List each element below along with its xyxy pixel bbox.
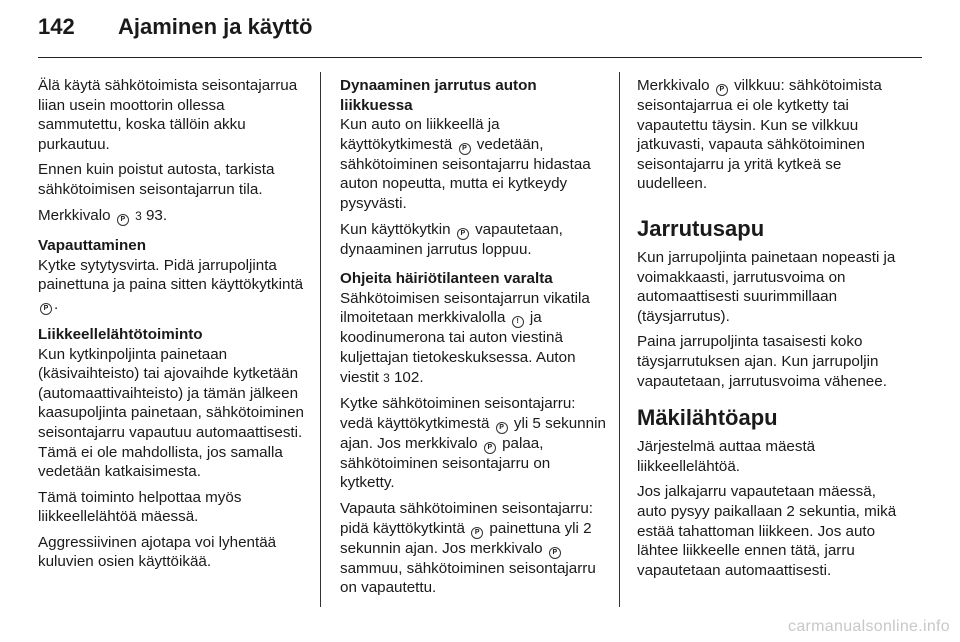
paragraph: Ennen kuin poistut autosta, tarkista sähkötoimisen seisontajarrun tila. xyxy=(38,161,275,198)
paragraph xyxy=(340,289,606,388)
paragraph xyxy=(340,394,606,493)
parking-brake-icon: P xyxy=(471,527,483,539)
paragraph-text: Merkkivalo xyxy=(637,77,710,94)
parking-brake-icon: P xyxy=(40,303,52,315)
fault-warning-icon: ! xyxy=(512,316,524,328)
paragraph xyxy=(637,76,903,194)
paragraph-text: sammuu, sähkötoiminen seisontajarru on vapautettu. xyxy=(340,559,596,597)
paragraph xyxy=(340,115,606,213)
page-reference[interactable]: 102. xyxy=(393,368,424,386)
column-1 xyxy=(38,76,310,578)
parking-brake-icon: P xyxy=(459,143,471,155)
paragraph: Paina jarrupoljinta tasaisesti koko täysjarrutuksen ajan. Kun jarrupoljin vapautetaan, jarrutusvoima vähenee. xyxy=(637,333,887,390)
paragraph-text: ja koodinumerona tai auton viestinä kuljettajan tietokeskuksessa. Auton viestit xyxy=(340,309,576,386)
page-header xyxy=(38,14,312,48)
column-divider xyxy=(619,72,620,607)
paragraph-text: Kun auto on liikkeellä ja käyttökytkimestä xyxy=(340,116,500,153)
paragraph: Jos jalkajarru vapautetaan mäessä, auto pysyy paikallaan 2 sekuntia, mikä estää tahattoman liikkeen. Jos auto lähtee liikkeelle ennen tätä, jarru vapautetaan automaattisesti. xyxy=(637,483,897,579)
paragraph: Tämä toiminto helpottaa myös liikkeellelähtöä mäessä. xyxy=(38,488,242,526)
paragraph: Kun kytkinpoljinta painetaan (käsivaihteisto) tai ajovaihde kytketään (automaattivaihteisto) ja tämän jälkeen kaasupoljinta painetaan, sähkötoiminen seisontajarru vapautuu automaattisesti. Tämä ei ole mahdollista, jos samalla vedetään katkaisimesta. xyxy=(38,345,304,481)
parking-brake-icon: P xyxy=(496,422,508,434)
paragraph-text: palaa, sähkötoiminen seisontajarru on kytketty. xyxy=(340,434,551,492)
page-number: 142 xyxy=(38,14,75,39)
page-reference[interactable]: 93. xyxy=(145,206,168,224)
paragraph-text: vilkkuu: sähkötoimista seisontajarrua ei ole kytketty tai vapautettu täysin. Kun se vilkkuu jatkuvasti, vapauta sähkötoiminen seisontajarru ja yritä kytkeä se uudelleen. xyxy=(637,77,882,193)
header-rule xyxy=(38,57,922,58)
paragraph xyxy=(38,206,310,227)
paragraph-text: Kytke sähkötoiminen seisontajarru: vedä käyttökytkimestä xyxy=(340,395,576,432)
subheading-ohjeita: Ohjeita häiriötilanteen varalta xyxy=(340,270,553,288)
section-heading-makilahtoapu: Mäkilähtöapu xyxy=(637,405,778,431)
paragraph-text: Sähkötoimisen seisontajarrun vikatila ilmoitetaan merkkivalolla xyxy=(340,289,590,327)
column-divider xyxy=(320,72,321,607)
paragraph xyxy=(38,256,310,315)
parking-brake-icon: P xyxy=(484,442,496,454)
paragraph xyxy=(340,220,606,260)
paragraph-text: painettuna yli 2 sekunnin ajan. Jos merkkivalo xyxy=(340,519,592,557)
paragraph: Aggressiivinen ajotapa voi lyhentää kuluvien osien käyttöikää. xyxy=(38,533,277,571)
subheading-liikkeellelahto: Liikkeellelähtötoiminto xyxy=(38,325,203,343)
column-2 xyxy=(340,76,606,604)
column-3 xyxy=(637,76,903,586)
paragraph-text: yli 5 sekunnin ajan. Jos merkkivalo xyxy=(340,414,606,452)
subheading-vapauttaminen: Vapauttaminen xyxy=(38,237,147,255)
paragraph xyxy=(340,499,606,598)
watermark: carmanualsonline.info xyxy=(788,618,950,635)
page-reference-icon: 3 xyxy=(135,208,142,223)
chapter-title: Ajaminen ja käyttö xyxy=(118,14,313,39)
parking-brake-icon: P xyxy=(117,214,129,226)
paragraph: Kun jarrupoljinta painetaan nopeasti ja voimakkaasti, jarrutusvoima on automaattisesti suurimmillaan (täysjarrutus). xyxy=(637,248,896,325)
paragraph-text: Vapauta sähkötoiminen seisontajarru: pidä käyttökytkintä xyxy=(340,499,593,537)
paragraph-text: Kun käyttökytkin xyxy=(340,220,451,238)
parking-brake-icon: P xyxy=(457,228,469,240)
paragraph-text: Merkkivalo xyxy=(38,206,111,224)
parking-brake-icon: P xyxy=(716,84,728,96)
subheading-dynaaminen-jarrutus: Dynaaminen jarrutus auton liikkuessa xyxy=(340,77,537,114)
paragraph: Järjestelmä auttaa mäestä liikkeellelähtöä. xyxy=(637,438,816,475)
paragraph-text: Kytke sytytysvirta. Pidä jarrupoljinta painettuna ja paina sitten käyttökytkintä xyxy=(38,256,304,294)
paragraph: Älä käytä sähkötoimista seisontajarrua liian usein moottorin ollessa sammutettu, koska tällöin akku purkautuu. xyxy=(38,77,298,153)
paragraph-text: . xyxy=(54,295,59,313)
section-heading-jarrutusapu: Jarrutusapu xyxy=(637,215,765,241)
paragraph-text: vapautetaan, dynaaminen jarrutus loppuu. xyxy=(340,220,563,258)
parking-brake-icon: P xyxy=(549,547,561,559)
page-reference-icon: 3 xyxy=(383,370,390,385)
paragraph-text: vedetään, sähkötoiminen seisontajarru hidastaa auton nopeutta, mutta ei kytkeydy pysyvästi. xyxy=(340,135,591,212)
